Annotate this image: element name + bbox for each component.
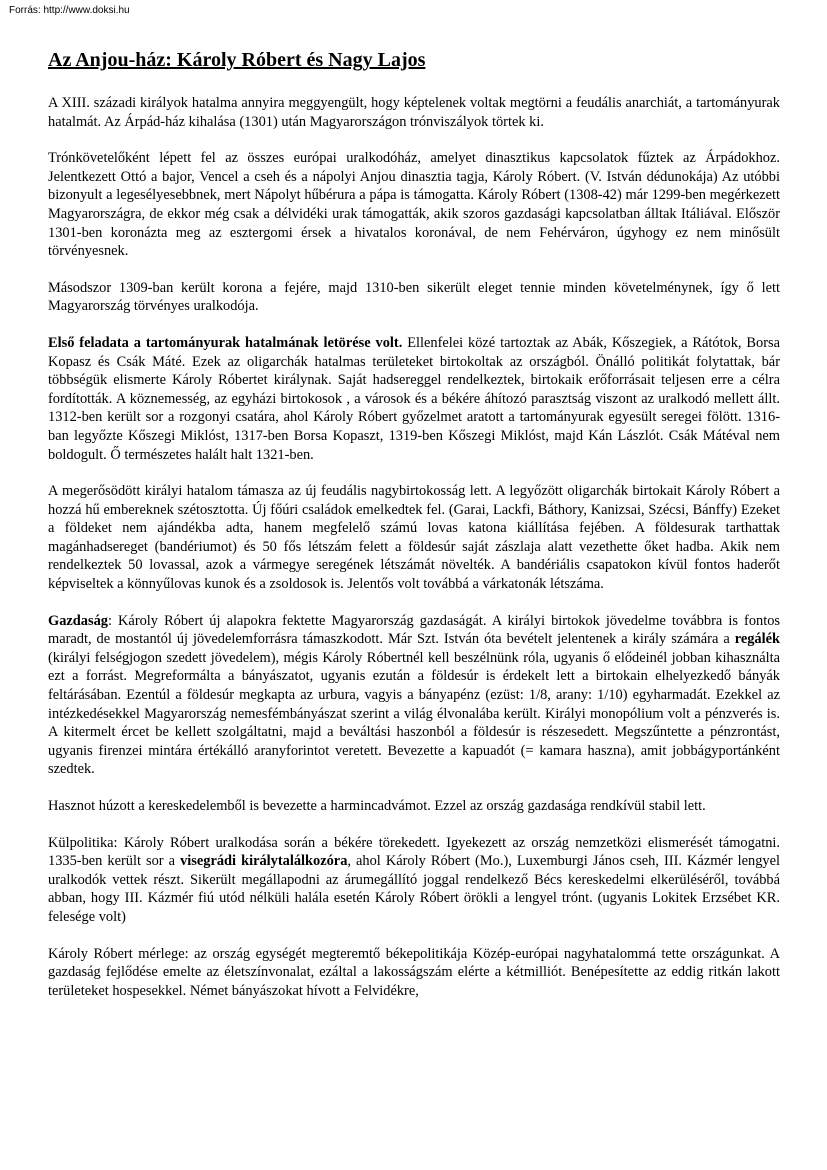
paragraph-text: Másodszor 1309-ban került korona a fejére, majd 1310-ben sikerült eleget tennie minden követelménynek, így ő lett Magyarország törvényes uralkodója.	[48, 279, 780, 315]
document-title: Az Anjou-ház: Károly Róbert és Nagy Lajos	[48, 49, 426, 71]
paragraph-text: , ahol Károly Róbert (Mo.), Luxemburgi János cseh, III. Kázmér lengyel uralkodók vettek részt. Sikerült megállapodni az árumegállító joggal rendelkező Bécs kereskedelmi elkerüléséről, továbbá abban, hogy III. Kázmér fiú utód nélküli halála esetén Károly Róbert örökli a lengyel trónt. (ugyanis Lokitek Erzsébet KR. felesége volt)	[48, 853, 780, 925]
bold-text: visegrádi királytalálkozóra	[180, 853, 348, 870]
paragraph-text: Károly Róbert mérlege: az ország egységét megteremtő békepolitikája Közép-európai nagyhatalommá tette országunkat. A gazdaság fejlődése emelte az életszínvonalat, ezáltal a lakosságszám elérte a kétmilliót. Benépesítette az eddig ritkán lakott területeket hospesekkel. Német bányászokat hívott a Felvidékre,	[48, 945, 780, 999]
paragraph	[48, 149, 780, 261]
paragraph	[48, 334, 780, 464]
paragraph	[48, 94, 780, 131]
paragraph-text: (királyi felségjogon szedett jövedelem), mégis Károly Róbertnél kell beszélnünk róla, ugyanis ő elődeinél jobban kihasználta ezt a forrást. Megreformálta a bányászatot, ugyanis ezután a földesúr is érdekelt lett a birtokain elhelyezkedő bányák feltárásában. Ezentúl a földesúr megkapta az urbura, vagyis a bányapénz (ezüst: 1/8, arany: 1/10) egyharmadát. Ezekkel az intézkedésekkel Magyarország nemesfémbányászat szerint a világ élvonalába került. Királyi monopólium volt a pénzverés is. A kitermelt ércet be kellett szolgáltatni, majd a beváltási haszonból a földesúr is részesedett. Megszűntette a pénzrontást, ugyanis firenzei mintára értékálló aranyforintot veretett. Bevezette a kapuadót (= kamara haszna), amit jobbágyportánként szedtek.	[48, 649, 780, 778]
paragraph	[48, 279, 780, 316]
paragraph-text: : Károly Róbert új alapokra fektette Magyarország gazdaságát. A királyi birtokok jövedelme továbbra is fontos maradt, de mostantól új jövedelemforrásra támaszkodott. Már Szt. István óta bevételt jelentenek a király számára a	[48, 612, 780, 648]
paragraph	[48, 612, 780, 779]
paragraph	[48, 834, 780, 927]
paragraph	[48, 482, 780, 594]
paragraph-text: Trónkövetelőként lépett fel az összes európai uralkodóház, amelyet dinasztikus kapcsolatok fűztek az Árpádokhoz. Jelentkezett Ottó a bajor, Vencel a cseh és a nápolyi Anjou dinasztia tagja, Károly Róbert. (V. István dédunokája) Az utóbbi bizonyult a legesélyesebbnek, mert Nápolyt hűbérura a pápa is támogatta. Károly Róbert (1308-42) már 1299-ben megérkezett Magyarországra, de ekkor még csak a délvidéki urak támogatták, akik szoros gazdasági kapcsolatban álltak Itáliával. Először 1301-ben koronázta meg az esztergomi érsek a hivatalos koronával, de nem Fehérváron, úgyhogy ez nem minősült törvényesnek.	[48, 150, 780, 260]
paragraph-text: Külpolitika: Károly Róbert uralkodása során a békére törekedett. Igyekezett az ország nemzetközi elismerését támogatni. 1335-ben került sor a	[48, 834, 780, 870]
paragraph	[48, 797, 780, 816]
paragraph-text: Ellenfelei közé tartoztak az Abák, Kőszegiek, a Rátótok, Borsa Kopasz és Csák Máté. Ezek az oligarchák hatalmas területeket birtokoltak az országból. Önálló politikát folytattak, bár többségük elismerte Károly Róbertet királynak. Saját hadsereggel rendelkeztek, birtokaik erőforrásait teljesen erre a célra fordították. A köznemesség, az egyházi birtokosok , a városok és a békére áhítozó parasztság viszont az uralkodó mellett állt. 1312-ben került sor a rozgonyi csatára, ahol Károly Róbert győzelmet aratott a tartományurak egyesült seregei fölött. 1316-ban legyőzte Kőszegi Miklóst, 1317-ben Borsa Kopaszt, 1319-ben Kőszegi Miklóst, majd Kán Lászlót. Csák Mátéval nem boldogult. Ő természetes halált halt 1321-ben.	[48, 334, 780, 463]
document-body	[48, 94, 780, 1000]
bold-text: Gazdaság	[48, 612, 108, 629]
paragraph-text: A XIII. századi királyok hatalma annyira meggyengült, hogy képtelenek voltak megtörni a feudális anarchiát, a tartományurak hatalmát. Az Árpád-ház kihalása (1301) után Magyarországon trónviszályok törtek ki.	[48, 95, 780, 130]
paragraph	[48, 945, 780, 1001]
paragraph-text: Hasznot húzott a kereskedelemből is bevezette a harmincadvámot. Ezzel az ország gazdasága rendkívül stabil lett.	[48, 798, 706, 814]
bold-text: regálék	[734, 631, 780, 648]
document-page	[48, 48, 780, 1018]
paragraph-text: A megerősödött királyi hatalom támasza az új feudális nagybirtokosság lett. A legyőzött oligarchák birtokait Károly Róbert a hozzá hű embereknek szétosztotta. Új főúri családok emelkedtek fel. (Garai, Lackfi, Báthory, Kanizsai, Szécsi, Bánffy) Ezeket a földeket nem ajándékba adta, hanem megfelelő számú lovas katona kiállítása fejében. A földesurak tarthattak magánhadsereget (bandériumot) és 50 fős létszám felett a földesúr saját zászlaja alatt vezethette őket hadba. Akik nem rendelkeztek 50 lovassal, azok a vármegye seregének létszámát növelték. A bandériális csapatokon kívül fontos haderőt képviseltek a könnyűlovas kunok és a zsoldosok is. Jelentős volt továbbá a várkatonák létszáma.	[48, 483, 780, 593]
bold-text: Első feladata a tartományurak hatalmának letörése volt.	[48, 334, 403, 351]
source-url: Forrás: http://www.doksi.hu	[9, 5, 130, 16]
